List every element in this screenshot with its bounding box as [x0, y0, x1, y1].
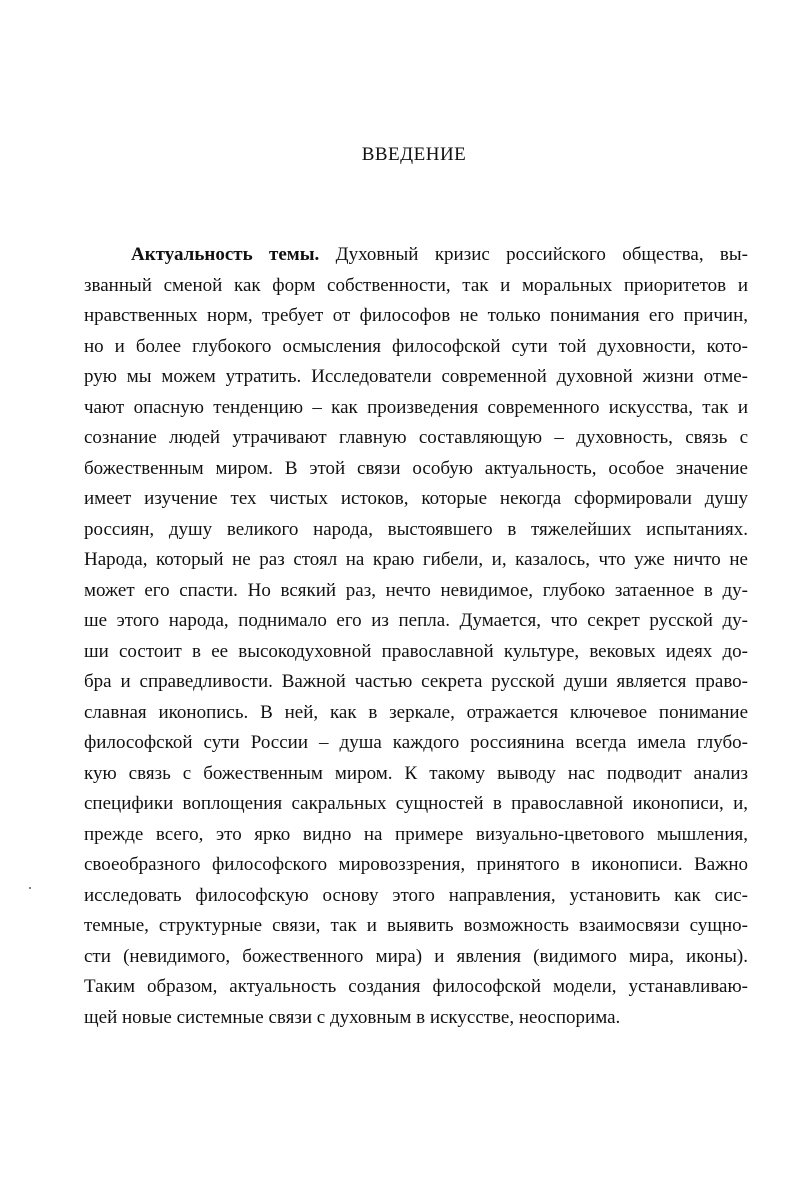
text-line: философской сути России – душа каждого россиянина всегда имела глубо- — [84, 732, 748, 753]
lead-phrase: Актуальность темы. — [131, 244, 320, 265]
text-line: щей новые системные связи с духовным в искусстве, неоспорима. — [84, 1006, 621, 1028]
text-line: темные, структурные связи, так и выявить возможность взаимосвязи сущно- — [84, 915, 748, 936]
text-line: ши состоит в ее высокодуховной православной культуре, вековых идеях до- — [84, 640, 748, 662]
text-line: кую связь с божественным миром. К такому выводу нас подводит анализ — [84, 762, 748, 784]
text-line: прежде всего, это ярко видно на примере визуально-цветового мышления, — [84, 823, 748, 845]
text-line: исследовать философскую основу этого направления, установить как сис- — [84, 884, 748, 906]
text-line: божественным миром. В этой связи особую актуальность, особое значение — [84, 457, 748, 479]
text-line-rest: Духовный кризис российского общества, вы- — [319, 244, 748, 265]
text-line: чают опасную тенденцию – как произведения современного искусства, так и — [84, 396, 748, 418]
text-line: сти (невидимого, божественного мира) и явления (видимого мира, иконы). — [84, 945, 748, 967]
text-line: нравственных норм, требует от философов не только понимания его причин, — [84, 305, 748, 326]
text-line: славная иконопись. В ней, как в зеркале, отражается ключевое понимание — [84, 701, 748, 723]
scan-speck — [29, 887, 31, 889]
text-line: Таким образом, актуальность создания философской модели, устанавливаю- — [84, 976, 748, 997]
text-line: россиян, душу великого народа, выстоявшего в тяжелейших испытаниях. — [84, 518, 748, 540]
text-line: рую мы можем утратить. Исследователи современной духовной жизни отме- — [84, 366, 748, 387]
text-line: может его спасти. Но всякий раз, нечто невидимое, глубоко затаенное в ду- — [84, 579, 748, 601]
text-line: специфики воплощения сакральных сущностей в православной иконописи, и, — [84, 793, 748, 814]
body-paragraph — [84, 240, 748, 1033]
text-line: своеобразного философского мировоззрения, принятого в иконописи. Важно — [84, 854, 748, 875]
text-line: но и более глубокого осмысления философской сути той духовности, кото- — [84, 335, 748, 357]
text-line: имеет изучение тех чистых истоков, которые некогда сформировали душу — [84, 488, 748, 509]
text-line: ше этого народа, поднимало его из пепла. Думается, что секрет русской ду- — [84, 610, 748, 631]
section-heading: ВВЕДЕНИЕ — [361, 144, 467, 165]
text-line — [84, 240, 748, 271]
text-line: сознание людей утрачивают главную составляющую – духовность, связь с — [84, 427, 748, 448]
text-line: Народа, который не раз стоял на краю гибели, и, казалось, что уже ничто не — [84, 549, 748, 570]
text-line: званный сменой как форм собственности, так и моральных приоритетов и — [84, 274, 748, 296]
text-line: бра и справедливости. Важной частью секрета русской души является право- — [84, 671, 748, 692]
